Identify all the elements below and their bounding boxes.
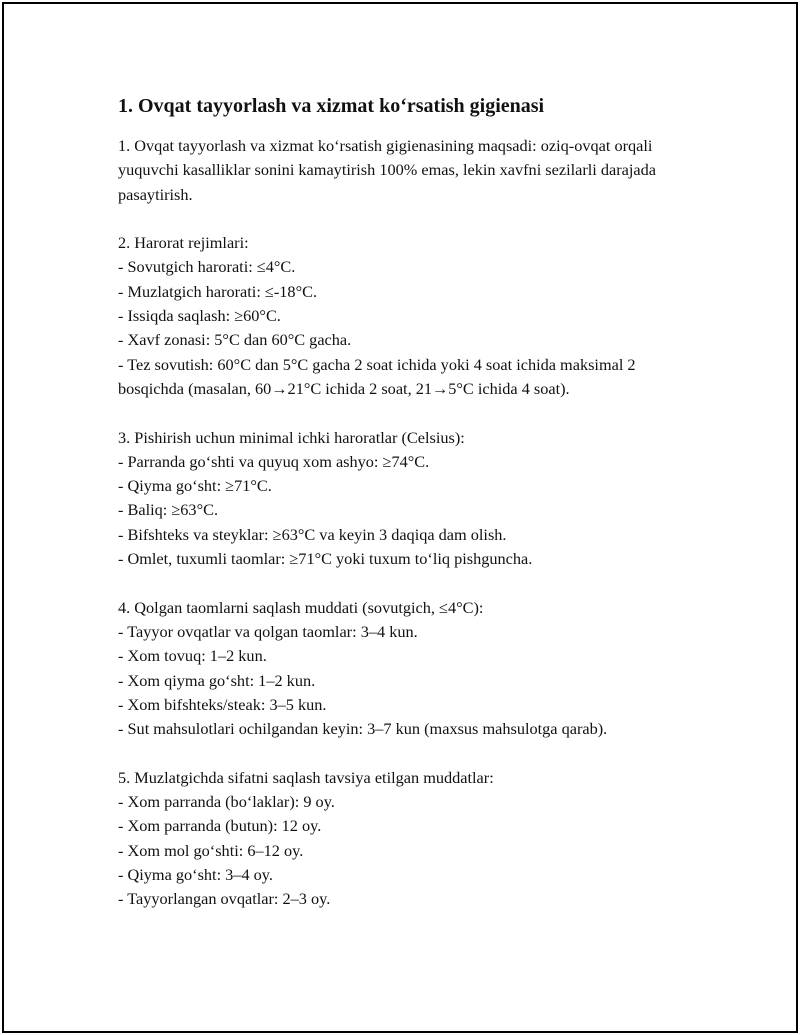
section-temperature-regimes	[118, 231, 698, 401]
list-item: - Omlet, tuxumli taomlar: ≥71°C yoki tuxum to‘liq pishguncha.	[118, 549, 533, 569]
document-body	[118, 92, 698, 912]
list-item: - Qiyma go‘sht: 3–4 oy.	[118, 864, 273, 884]
section-cooking-temperatures	[118, 426, 698, 572]
list-item: - Issiqda saqlash: ≥60°C.	[118, 306, 281, 326]
list-item: - Parranda go‘shti va quyuq xom ashyo: ≥74°C.	[118, 451, 430, 471]
list-item: - Tayyorlangan ovqatlar: 2–3 oy.	[118, 889, 331, 909]
list-item: - Xom bifshteks/steak: 3–5 kun.	[118, 694, 327, 714]
list-item: - Tez sovutish: 60°C dan 5°C gacha 2 soat ichida yoki 4 soat ichida maksimal 2 bosqichda (masalan, 60→21°C ichida 2 soat, 21→5°C ichida 4 soat).	[118, 354, 636, 398]
list-item: - Baliq: ≥63°C.	[118, 500, 219, 520]
section-heading: 2. Harorat rejimlari:	[118, 233, 249, 253]
section-heading: 5. Muzlatgichda sifatni saqlash tavsiya etilgan muddatlar:	[118, 767, 494, 787]
section-freezer-quality	[118, 766, 698, 912]
list-item: - Xom parranda (bo‘laklar): 9 oy.	[118, 792, 335, 812]
intro-paragraph: 1. Ovqat tayyorlash va xizmat ko‘rsatish gigienasining maqsadi: oziq-ovqat orqali yuquvchi kasalliklar sonini kamaytirish 100% emas, lekin xavfni sezilarli darajada pasaytirish.	[118, 136, 657, 204]
list-item: - Xom qiyma go‘sht: 1–2 kun.	[118, 670, 316, 690]
list-item: - Xom parranda (butun): 12 oy.	[118, 816, 322, 836]
list-item: - Tayyor ovqatlar va qolgan taomlar: 3–4 kun.	[118, 621, 418, 641]
section-heading: 4. Qolgan taomlarni saqlash muddati (sovutgich, ≤4°C):	[118, 597, 484, 617]
list-item: - Qiyma go‘sht: ≥71°C.	[118, 476, 272, 496]
section-heading: 3. Pishirish uchun minimal ichki haroratlar (Celsius):	[118, 427, 465, 447]
list-item: - Sut mahsulotlari ochilgandan keyin: 3–7 kun (maxsus mahsulotga qarab).	[118, 719, 608, 739]
section-leftover-storage	[118, 596, 698, 742]
list-item: - Xom mol go‘shti: 6–12 oy.	[118, 840, 304, 860]
document-title: 1. Ovqat tayyorlash va xizmat ko‘rsatish gigienasi	[118, 95, 545, 117]
list-item: - Muzlatgich harorati: ≤-18°C.	[118, 281, 318, 301]
list-item: - Bifshteks va steyklar: ≥63°C va keyin 3 daqiqa dam olish.	[118, 524, 507, 544]
list-item: - Xavf zonasi: 5°C dan 60°C gacha.	[118, 330, 352, 350]
list-item: - Xom tovuq: 1–2 kun.	[118, 646, 267, 666]
list-item: - Sovutgich harorati: ≤4°C.	[118, 257, 296, 277]
